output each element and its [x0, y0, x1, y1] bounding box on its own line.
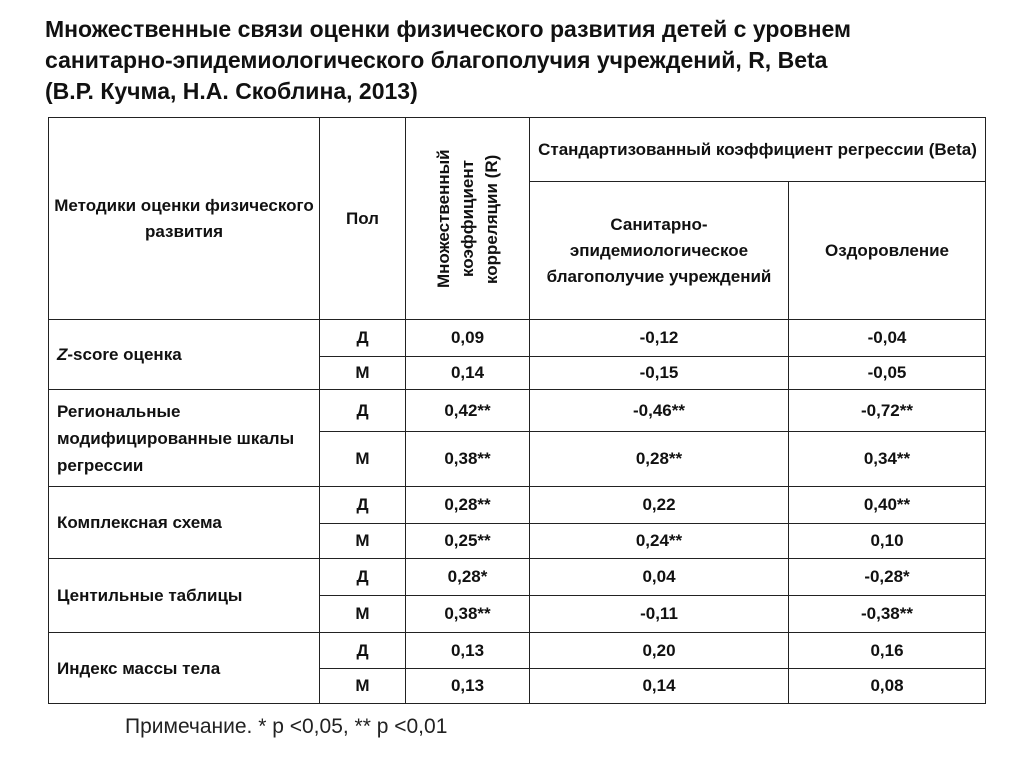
health-beta-cell: -0,38** [789, 596, 986, 633]
health-beta-cell: 0,40** [789, 487, 986, 524]
sanitary-beta-cell: 0,28** [530, 432, 789, 487]
sex-cell: М [320, 432, 406, 487]
title-line-3: (В.Р. Кучма, Н.А. Скоблина, 2013) [45, 78, 418, 104]
multiple-r-cell: 0,42** [406, 390, 530, 432]
sanitary-beta-cell: 0,04 [530, 559, 789, 596]
header-sanitary: Санитарно-эпидемиологическое благополучие учреждений [530, 182, 789, 320]
multiple-r-cell: 0,13 [406, 633, 530, 669]
sex-cell: Д [320, 390, 406, 432]
multiple-r-cell: 0,13 [406, 669, 530, 704]
method-prefix: Z [57, 345, 68, 364]
multiple-r-cell: 0,28** [406, 487, 530, 524]
results-table [48, 117, 986, 704]
sex-cell: Д [320, 559, 406, 596]
sex-cell: М [320, 596, 406, 633]
header-multiple-r-label: Множественный коэффициент корреляции (R) [433, 149, 501, 288]
header-health: Оздоровление [789, 182, 986, 320]
sanitary-beta-cell: -0,11 [530, 596, 789, 633]
header-sex: Пол [320, 118, 406, 320]
table-row [49, 559, 986, 596]
footnote: Примечание. * p <0,05, ** p <0,01 [125, 715, 448, 738]
sex-cell: Д [320, 633, 406, 669]
header-methods: Методики оценки физического развития [49, 118, 320, 320]
health-beta-cell: 0,16 [789, 633, 986, 669]
health-beta-cell: 0,34** [789, 432, 986, 487]
table-row [49, 633, 986, 669]
table-body [49, 320, 986, 704]
health-beta-cell: -0,04 [789, 320, 986, 357]
header-multiple-r [406, 118, 530, 320]
sanitary-beta-cell: 0,20 [530, 633, 789, 669]
multiple-r-cell: 0,28* [406, 559, 530, 596]
table-row [49, 320, 986, 357]
sanitary-beta-cell: 0,22 [530, 487, 789, 524]
multiple-r-cell: 0,38** [406, 596, 530, 633]
health-beta-cell: 0,08 [789, 669, 986, 704]
title-line-2: санитарно-эпидемиологического благополучия учреждений, R, Beta [45, 47, 828, 73]
title-line-1: Множественные связи оценки физического развития детей с уровнем [45, 16, 851, 42]
sanitary-beta-cell: 0,14 [530, 669, 789, 704]
method-label: -score оценка [67, 345, 182, 364]
method-cell [49, 320, 320, 390]
sanitary-beta-cell: 0,24** [530, 524, 789, 559]
sex-cell: М [320, 524, 406, 559]
sex-cell: М [320, 669, 406, 704]
method-cell: Центильные таблицы [49, 559, 320, 633]
multiple-r-cell: 0,09 [406, 320, 530, 357]
sex-cell: Д [320, 320, 406, 357]
health-beta-cell: 0,10 [789, 524, 986, 559]
table-row [49, 487, 986, 524]
table-row [49, 390, 986, 432]
sanitary-beta-cell: -0,15 [530, 357, 789, 390]
health-beta-cell: -0,72** [789, 390, 986, 432]
sex-cell: Д [320, 487, 406, 524]
multiple-r-cell: 0,25** [406, 524, 530, 559]
page-title [45, 14, 1005, 107]
multiple-r-cell: 0,14 [406, 357, 530, 390]
sanitary-beta-cell: -0,12 [530, 320, 789, 357]
method-cell: Региональные модифицированные шкалы регрессии [49, 390, 320, 487]
health-beta-cell: -0,28* [789, 559, 986, 596]
multiple-r-cell: 0,38** [406, 432, 530, 487]
method-cell: Комплексная схема [49, 487, 320, 559]
method-cell: Индекс массы тела [49, 633, 320, 704]
sex-cell: М [320, 357, 406, 390]
header-beta-group: Стандартизованный коэффициент регрессии (Beta) [530, 118, 986, 182]
sanitary-beta-cell: -0,46** [530, 390, 789, 432]
health-beta-cell: -0,05 [789, 357, 986, 390]
